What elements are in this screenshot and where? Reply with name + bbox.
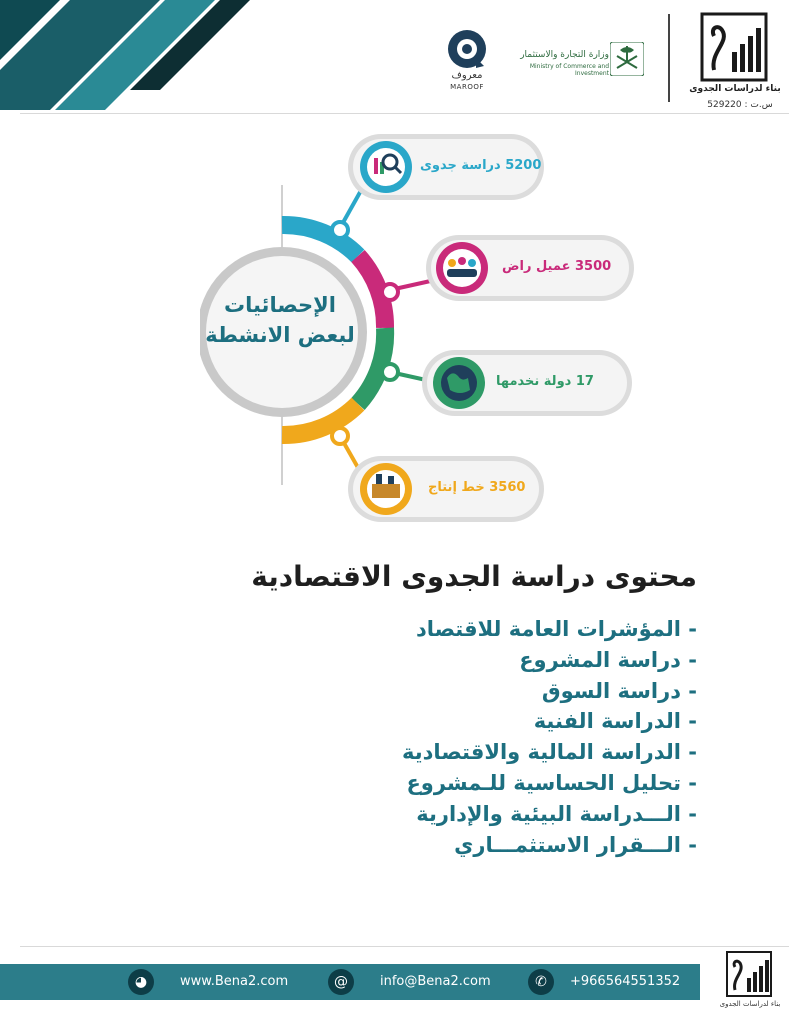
phone-number[interactable]: +966564551352 (570, 974, 681, 989)
content-title: محتوى دراسة الجدوى الاقتصادية (251, 560, 697, 593)
infographic-center-title (205, 290, 355, 350)
maroof-logo (446, 28, 488, 70)
list-item: - دراسة السوق (541, 678, 697, 703)
at-icon: @ (328, 969, 354, 995)
center-title-line2: لبعض الانشطة (205, 323, 355, 347)
website-link[interactable]: www.Bena2.com (180, 974, 289, 989)
maroof-name-en: MAROOF (450, 83, 484, 91)
phone-icon: ✆ (528, 969, 554, 995)
registration-number: س.ت : 529220 (707, 100, 773, 110)
list-item: - الدراسة الفنية (533, 709, 697, 734)
header-divider (668, 14, 670, 102)
footer-brand-name: بناء لدراسات الجدوى (719, 1000, 781, 1008)
footer-contact-bar (0, 964, 700, 1000)
stat-satisfied-clients: 3500 عميل راض (502, 259, 612, 274)
content-list (402, 614, 697, 860)
email-link[interactable]: info@Bena2.com (380, 974, 491, 989)
list-item: - الـــدراسة البيئية والإدارية (416, 801, 697, 826)
stat-production-lines: 3560 خط إنتاج (428, 480, 526, 495)
list-item: - الـــقرار الاستثمـــاري (454, 832, 697, 857)
footer-rule (20, 946, 789, 947)
globe-icon: ◕ (128, 969, 154, 995)
ministry-name-en: Ministry of Commerce and Investment (529, 63, 609, 77)
ministry-name-ar: وزارة التجارة والاستثمار (520, 50, 609, 60)
list-item: - الدراسة المالية والاقتصادية (402, 740, 697, 765)
brand-name: بناء لدراسات الجدوى (689, 84, 781, 94)
stat-feasibility-studies: 5200 دراسة جدوى (420, 158, 542, 173)
header-rule (20, 113, 789, 114)
stat-countries-served: 17 دولة نخدمها (496, 374, 594, 389)
list-item: - دراسة المشروع (519, 647, 697, 672)
maroof-name-ar: معروف (451, 70, 483, 81)
center-title-line1: الإحصائيات (224, 293, 336, 317)
list-item: - المؤشرات العامة للاقتصاد (415, 617, 697, 641)
saudi-emblem-icon (610, 42, 644, 76)
list-item: - تحليل الحساسية للـمشروع (406, 770, 697, 795)
corner-decoration (0, 0, 260, 110)
